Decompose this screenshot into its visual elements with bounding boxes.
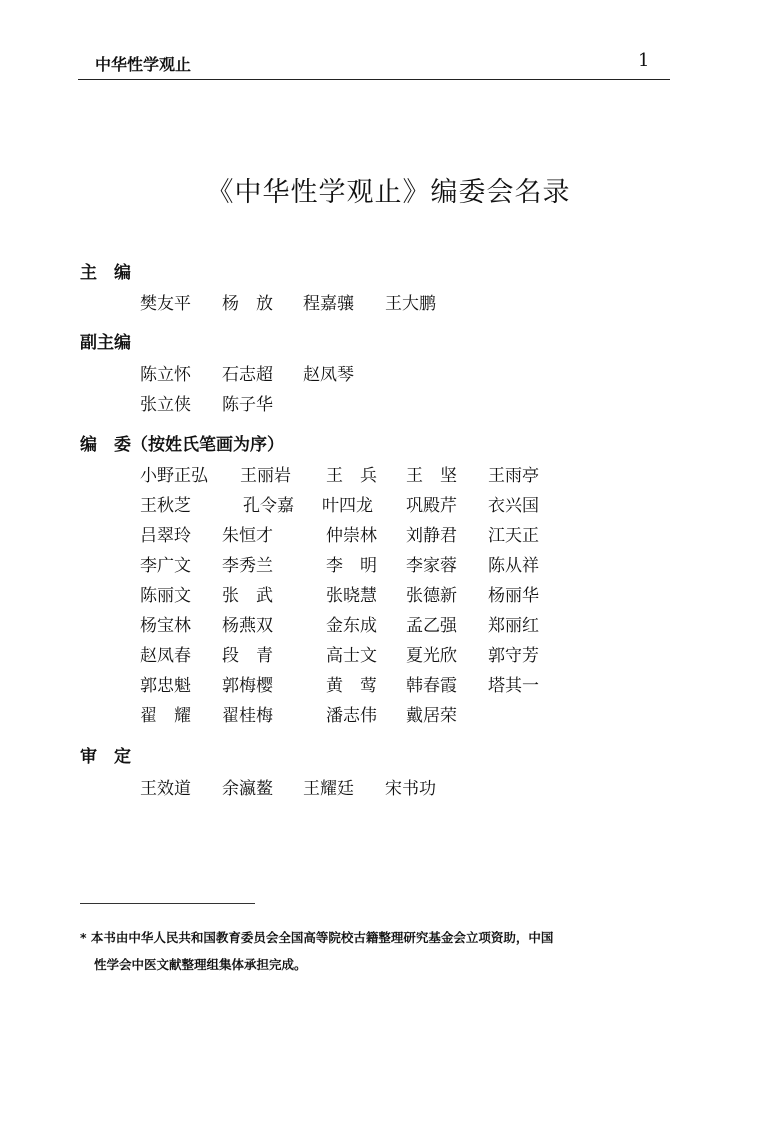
committee-member: 李秀兰 <box>222 556 273 576</box>
editor-name: 程嘉骧 <box>303 294 354 314</box>
reviewer-name: 王耀廷 <box>303 779 354 799</box>
committee-member: 孟乙强 <box>406 616 457 636</box>
committee-member: 王秋芝 <box>140 496 191 516</box>
committee-member: 潘志伟 <box>326 706 377 726</box>
committee-member: 李 明 <box>326 556 377 576</box>
running-header-title: 中华性学观止 <box>95 55 192 74</box>
committee-member: 王 兵 <box>326 466 377 486</box>
committee-member: 王丽岩 <box>240 466 291 486</box>
editor-name: 杨 放 <box>222 294 273 314</box>
page-title: 《中华性学观止》编委会名录 <box>206 177 571 208</box>
committee-member: 杨宝林 <box>140 616 191 636</box>
section-heading-reviewers: 审 定 <box>80 747 131 767</box>
editor-name: 王大鹏 <box>385 294 436 314</box>
reviewer-name: 王效道 <box>140 779 191 799</box>
reviewer-name: 宋书功 <box>385 779 436 799</box>
committee-member: 李广文 <box>140 556 191 576</box>
committee-member: 陈从祥 <box>488 556 539 576</box>
committee-member: 段 青 <box>222 646 273 666</box>
footnote-line: 性学会中医文献整理组集体承担完成。 <box>94 957 307 972</box>
committee-member: 郭忠魁 <box>140 676 191 696</box>
footnote <box>80 924 680 978</box>
committee-member: 杨丽华 <box>488 586 539 606</box>
header-divider <box>78 79 670 80</box>
committee-member: 夏光欣 <box>406 646 457 666</box>
committee-member: 王 坚 <box>406 466 457 486</box>
committee-member: 陈丽文 <box>140 586 191 606</box>
committee-member: 李家蓉 <box>406 556 457 576</box>
committee-member: 翟桂梅 <box>222 706 273 726</box>
deputy-editor-name: 石志超 <box>222 365 273 385</box>
committee-member: 郭梅樱 <box>222 676 273 696</box>
committee-member: 张晓慧 <box>326 586 377 606</box>
committee-member: 孔令嘉 <box>243 496 294 516</box>
committee-member: 江天正 <box>488 526 539 546</box>
committee-member: 塔其一 <box>488 676 539 696</box>
deputy-editor-name: 赵凤琴 <box>303 365 354 385</box>
committee-member: 郑丽红 <box>488 616 539 636</box>
deputy-editor-name: 陈子华 <box>222 395 273 415</box>
committee-member: 吕翠玲 <box>140 526 191 546</box>
committee-member: 赵凤春 <box>140 646 191 666</box>
committee-member: 朱恒才 <box>222 526 273 546</box>
deputy-editor-name: 陈立怀 <box>140 365 191 385</box>
reviewer-name: 余瀛鳌 <box>222 779 273 799</box>
committee-member: 郭守芳 <box>488 646 539 666</box>
committee-member: 戴居荣 <box>406 706 457 726</box>
committee-member: 刘静君 <box>406 526 457 546</box>
committee-member: 翟 耀 <box>140 706 191 726</box>
page-number: 1 <box>638 50 650 71</box>
committee-member: 高士文 <box>326 646 377 666</box>
committee-member: 小野正弘 <box>140 466 208 486</box>
editor-name: 樊友平 <box>140 294 191 314</box>
section-heading-committee: 编 委（按姓氏笔画为序） <box>80 435 284 455</box>
footnote-divider <box>80 903 255 904</box>
committee-member: 王雨亭 <box>488 466 539 486</box>
committee-member: 黄 莺 <box>326 676 377 696</box>
deputy-editor-name: 张立侠 <box>140 395 191 415</box>
section-heading-chief-editors: 主 编 <box>80 263 131 283</box>
footnote-line: * 本书由中华人民共和国教育委员会全国高等院校古籍整理研究基金会立项资助，中国 <box>80 930 554 945</box>
committee-member: 杨燕双 <box>222 616 273 636</box>
committee-member: 仲崇林 <box>326 526 377 546</box>
committee-member: 张 武 <box>222 586 273 606</box>
committee-member: 叶四龙 <box>322 496 373 516</box>
committee-member: 张德新 <box>406 586 457 606</box>
committee-member: 金东成 <box>326 616 377 636</box>
committee-member: 韩春霞 <box>406 676 457 696</box>
committee-member: 巩殿芹 <box>406 496 457 516</box>
section-heading-deputy-editors: 副主编 <box>80 333 131 353</box>
committee-member: 衣兴国 <box>488 496 539 516</box>
